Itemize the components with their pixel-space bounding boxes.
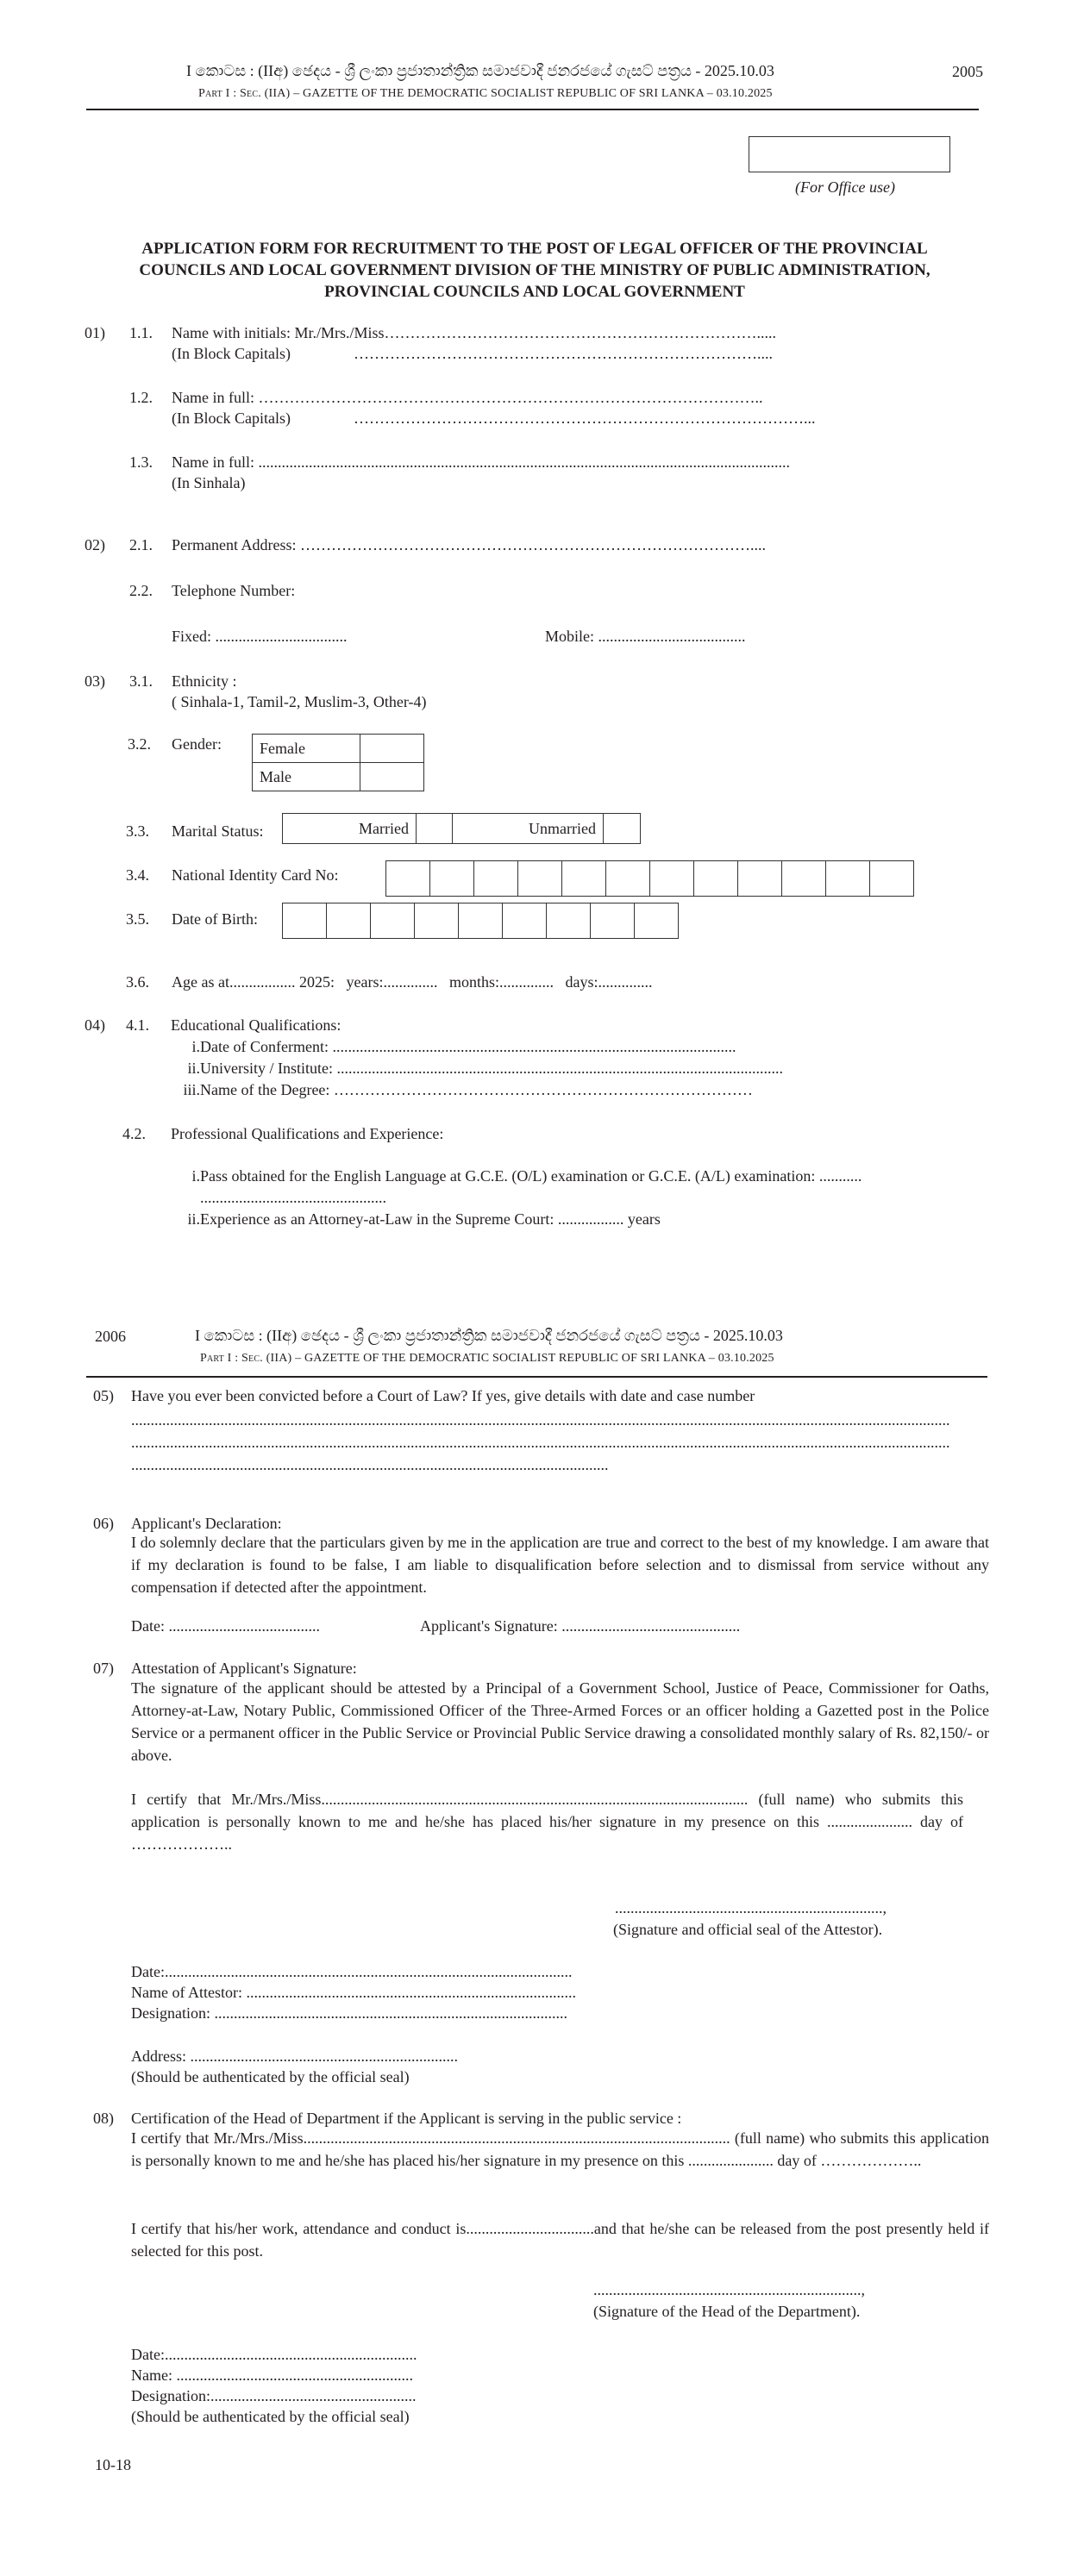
- ethnicity-options: ( Sinhala-1, Tamil-2, Muslim-3, Other-4): [172, 693, 427, 710]
- dob-digit-box[interactable]: [591, 903, 635, 939]
- attestation-body: The signature of the applicant should be attested by a Principal of a Government School, Justice of Peace, Commissioner for Oaths, Attorney-at-Law, Notary Public, Commissioned Officer of the Three-Armed Forces or an officer holding a Gazetted post in the Police Service or a permanent officer in the Public Service or Provincial Public Service drawing a consolidated monthly salary of Rs. 82,150/- or above.: [131, 1679, 989, 1764]
- english-pass-field-cont[interactable]: ................................................: [200, 1189, 386, 1206]
- page-number: 2006: [95, 1328, 126, 1345]
- header-title: (IIA) – GAZETTE OF THE DEMOCRATIC SOCIALIST REPUBLIC OF SRI LANKA – 03.10.2025: [264, 87, 773, 100]
- name-with-initials-line2[interactable]: ……………………………………………………………………....: [354, 345, 773, 362]
- attestor-date-field[interactable]: Date:.........................................................................................................: [131, 1963, 573, 1980]
- form-title: [82, 238, 987, 303]
- nic-digit-box[interactable]: [870, 861, 914, 897]
- attestation-certify-text[interactable]: I certify that Mr./Mrs./Miss.............................................................................................................. (full name) who submits this application is personally known to me and he/she has placed his/her signature in my presence on this ...................... day of ………………..: [131, 1791, 963, 1853]
- nic-digit-box[interactable]: [562, 861, 606, 897]
- attestor-name-field[interactable]: Name of Attestor: .....................................................................................: [131, 1984, 576, 2001]
- header-part: Part I: [200, 1352, 232, 1365]
- name-in-full-field[interactable]: Name in full: ……………………………………………………………………………………..: [172, 389, 763, 406]
- attestor-address-field[interactable]: Address: .....................................................................: [131, 2048, 458, 2065]
- dob-digit-box[interactable]: [503, 903, 547, 939]
- header-sec: : Sec.: [235, 1352, 263, 1365]
- age-field[interactable]: Age as at................. 2025: years:.............. months:.............. days:..............: [172, 973, 653, 991]
- item-number: 4.1.: [126, 1016, 149, 1034]
- page-number: 2005: [952, 63, 983, 80]
- header-part: Part I: [198, 87, 230, 100]
- section-number: 04): [85, 1016, 105, 1034]
- nic-digit-box[interactable]: [650, 861, 694, 897]
- marital-option-married: Married: [283, 814, 417, 844]
- attorney-experience-field[interactable]: Experience as an Attorney-at-Law in the Supreme Court: ................. years: [200, 1210, 661, 1228]
- item-number: 3.5.: [126, 910, 149, 928]
- title-line: APPLICATION FORM FOR RECRUITMENT TO THE POST OF LEGAL OFFICER OF THE PROVINCIAL: [141, 240, 928, 258]
- item-number: 1.3.: [129, 453, 153, 471]
- item-number: 3.6.: [126, 973, 149, 991]
- dob-digit-box[interactable]: [327, 903, 371, 939]
- hod-seal-note: (Should be authenticated by the official seal): [131, 2408, 410, 2425]
- nic-digit-box[interactable]: [826, 861, 870, 897]
- gazette-header-english: [200, 1352, 774, 1366]
- hod-certification-heading: Certification of the Head of Department if the Applicant is serving in the public service :: [131, 2110, 682, 2127]
- professional-qualifications-label: Professional Qualifications and Experience:: [171, 1125, 444, 1142]
- conviction-question: Have you ever been convicted before a Court of Law? If yes, give details with date and case number: [131, 1387, 755, 1404]
- field-hint: (In Sinhala): [172, 474, 246, 491]
- hod-conduct-text[interactable]: I certify that his/her work, attendance and conduct is.................................and that he/she can be released from the post presently held if selected for this post.: [131, 2220, 989, 2260]
- title-line: COUNCILS AND LOCAL GOVERNMENT DIVISION OF THE MINISTRY OF PUBLIC ADMINISTRATION,: [139, 261, 930, 279]
- dob-digit-box[interactable]: [371, 903, 415, 939]
- nic-boxes: [385, 860, 914, 897]
- dob-digit-box[interactable]: [547, 903, 591, 939]
- declaration-body: I do solemnly declare that the particulars given by me in the application are true and correct to the best of my knowledge. I am aware that if my declaration is found to be false, I am liable to disqualification before selection and to dismissal from service without any compensation if detected after the appointment.: [131, 1534, 989, 1596]
- dob-label: Date of Birth:: [172, 910, 258, 928]
- university-field[interactable]: University / Institute: ...................................................................................................................: [200, 1060, 783, 1077]
- dob-boxes: [282, 903, 679, 939]
- dob-digit-box[interactable]: [635, 903, 679, 939]
- fixed-phone-field[interactable]: Fixed: ..................................: [172, 628, 348, 645]
- gender-female-checkbox[interactable]: [360, 735, 424, 763]
- nic-digit-box[interactable]: [518, 861, 562, 897]
- marital-status-table: [282, 813, 641, 844]
- section-number: 08): [93, 2110, 114, 2127]
- gazette-header-sinhala: I කොටස : (IIඅ) ඡෙදය - ශ්‍රී ලංකා ප්‍රජාතාන්ත්‍රික සමාජවාදී ජනරජයේ ගැසට් පත්‍රය - 2025.10.03: [195, 1327, 783, 1344]
- item-number: 2.2.: [129, 582, 153, 599]
- gender-label: Gender:: [172, 735, 222, 753]
- nic-digit-box[interactable]: [474, 861, 518, 897]
- english-pass-field[interactable]: Pass obtained for the English Language at G.C.E. (O/L) examination or G.C.E. (A/L) examination: ...........: [200, 1167, 862, 1185]
- married-checkbox[interactable]: [417, 814, 453, 844]
- title-line: PROVINCIAL COUNCILS AND LOCAL GOVERNMENT: [324, 283, 745, 301]
- header-rule: [86, 109, 979, 110]
- permanent-address-field[interactable]: Permanent Address: ……………………………………………………………………………....: [172, 536, 766, 553]
- item-number: 3.1.: [129, 672, 153, 690]
- list-number: ii.: [187, 1210, 200, 1228]
- gazette-header-sinhala: I කොටස : (IIඅ) ඡෙදය - ශ්‍රී ලංකා ප්‍රජාතාන්ත්‍රික සමාජවාදී ජනරජයේ ගැසට් පත්‍රය - 2025.10.03: [186, 62, 774, 79]
- marital-option-unmarried: Unmarried: [453, 814, 604, 844]
- gender-male-checkbox[interactable]: [360, 763, 424, 791]
- attestor-signature-line[interactable]: .....................................................................,: [615, 1899, 887, 1916]
- footer-code: 10-18: [95, 2456, 131, 2473]
- name-with-initials-field[interactable]: Name with initials: Mr./Mrs./Miss……………………………………………………………….....: [172, 324, 777, 341]
- name-in-sinhala-field[interactable]: Name in full: .........................................................................................................................................: [172, 453, 790, 471]
- hod-designation-field[interactable]: Designation:.....................................................: [131, 2387, 417, 2404]
- dob-digit-box[interactable]: [459, 903, 503, 939]
- item-number: 1.1.: [129, 324, 153, 341]
- marital-status-label: Marital Status:: [172, 822, 264, 840]
- telephone-label: Telephone Number:: [172, 582, 296, 599]
- list-number: iii.: [183, 1081, 200, 1098]
- hod-name-field[interactable]: Name: .............................................................: [131, 2367, 413, 2384]
- nic-digit-box[interactable]: [694, 861, 738, 897]
- dob-digit-box[interactable]: [283, 903, 327, 939]
- conviction-details-line[interactable]: ...................................................................................................................................................................................................................: [131, 1434, 950, 1451]
- dob-digit-box[interactable]: [415, 903, 459, 939]
- nic-label: National Identity Card No:: [172, 866, 339, 884]
- section-number: 01): [85, 324, 105, 341]
- gender-option-female: Female: [253, 735, 360, 763]
- section-number: 05): [93, 1387, 114, 1404]
- section-number: 03): [85, 672, 105, 690]
- list-number: i.: [191, 1038, 200, 1055]
- section-number: 02): [85, 536, 105, 553]
- gender-table: [252, 734, 424, 791]
- hod-certify-text[interactable]: I certify that Mr./Mrs./Miss.............................................................................................................. (full name) who submits this application is personally known to me and he/she has placed his/her signature in my presence on this ...................... day of ………………..: [131, 2129, 989, 2169]
- item-number: 2.1.: [129, 536, 153, 553]
- list-number: ii.: [187, 1060, 200, 1077]
- gender-option-male: Male: [253, 763, 360, 791]
- header-title: (IIA) – GAZETTE OF THE DEMOCRATIC SOCIALIST REPUBLIC OF SRI LANKA – 03.10.2025: [266, 1352, 774, 1365]
- gazette-header-english: [198, 87, 773, 101]
- attestation-heading: Attestation of Applicant's Signature:: [131, 1660, 357, 1677]
- header-sec: : Sec.: [233, 87, 261, 100]
- unmarried-checkbox[interactable]: [604, 814, 641, 844]
- office-use-label: (For Office use): [795, 178, 895, 196]
- attestor-seal-note: (Should be authenticated by the official seal): [131, 2068, 410, 2085]
- item-number: 3.2.: [128, 735, 151, 753]
- list-number: i.: [191, 1167, 200, 1185]
- attestor-signature-caption: (Signature and official seal of the Attestor).: [613, 1921, 883, 1938]
- declaration-date-field[interactable]: Date: .......................................: [131, 1617, 320, 1635]
- hod-signature-line[interactable]: .....................................................................,: [593, 2281, 865, 2298]
- mobile-phone-field[interactable]: Mobile: ......................................: [545, 628, 746, 645]
- nic-digit-box[interactable]: [738, 861, 782, 897]
- hod-date-field[interactable]: Date:.................................................................: [131, 2346, 417, 2363]
- applicant-signature-field[interactable]: Applicant's Signature: ..............................................: [420, 1617, 741, 1635]
- educational-qualifications-label: Educational Qualifications:: [171, 1016, 341, 1034]
- conviction-details-line[interactable]: ...........................................................................................................................: [131, 1456, 609, 1473]
- item-number: 3.4.: [126, 866, 149, 884]
- item-number: 4.2.: [122, 1125, 146, 1142]
- section-number: 06): [93, 1515, 114, 1532]
- degree-name-field[interactable]: Name of the Degree: ………………………………………………………………………: [200, 1081, 753, 1098]
- nic-digit-box[interactable]: [606, 861, 650, 897]
- office-use-box[interactable]: [749, 136, 950, 172]
- declaration-heading: Applicant's Declaration:: [131, 1515, 282, 1532]
- item-number: 3.3.: [126, 822, 149, 840]
- conviction-details-line[interactable]: ...................................................................................................................................................................................................................: [131, 1411, 950, 1429]
- nic-digit-box[interactable]: [782, 861, 826, 897]
- hod-signature-caption: (Signature of the Head of the Department).: [593, 2303, 861, 2320]
- field-hint: (In Block Capitals): [172, 410, 291, 427]
- header-rule: [86, 1376, 987, 1378]
- name-in-full-line2[interactable]: ……………………………………………………………………………...: [354, 410, 816, 427]
- nic-digit-box[interactable]: [430, 861, 474, 897]
- field-hint: (In Block Capitals): [172, 345, 291, 362]
- attestor-designation-field[interactable]: Designation: ...........................................................................................: [131, 2004, 567, 2022]
- date-of-conferment-field[interactable]: Date of Conferment: ........................................................................................................: [200, 1038, 736, 1055]
- item-number: 1.2.: [129, 389, 153, 406]
- ethnicity-label: Ethnicity :: [172, 672, 237, 690]
- section-number: 07): [93, 1660, 114, 1677]
- nic-digit-box[interactable]: [386, 861, 430, 897]
